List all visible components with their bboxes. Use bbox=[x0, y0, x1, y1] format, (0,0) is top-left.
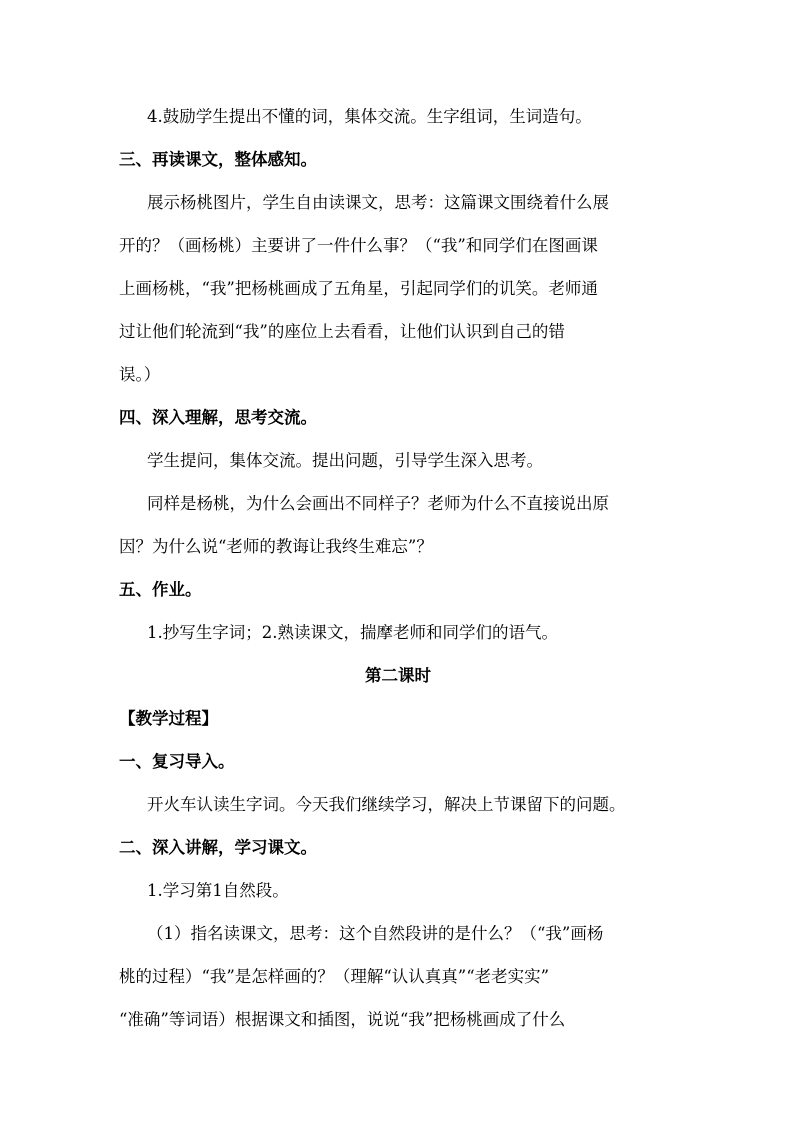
section-heading: 【教学过程】 bbox=[119, 709, 218, 728]
paragraph-line: 过让他们轮流到“我”的座位上去看看，让他们认识到自己的错 bbox=[119, 322, 565, 341]
paragraph-line: 4.鼓励学生提出不懂的词，集体交流。生字组词，生词造句。 bbox=[147, 107, 592, 126]
paragraph-line: 开火车认读生字词。今天我们继续学习，解决上节课留下的问题。 bbox=[147, 795, 626, 814]
paragraph-line: （1）指名读课文，思考：这个自然段讲的是什么？（“我”画杨 bbox=[147, 924, 604, 943]
paragraph-line: 同样是杨桃，为什么会画出不同样子？老师为什么不直接说出原 bbox=[147, 494, 609, 513]
section-heading: 二、深入讲解，学习课文。 bbox=[119, 838, 317, 857]
paragraph-line: 1.学习第1自然段。 bbox=[147, 881, 289, 900]
section-heading: 四、深入理解，思考交流。 bbox=[119, 408, 317, 427]
lesson-title: 第二课时 bbox=[365, 666, 431, 685]
paragraph-line: 学生提问，集体交流。提出问题，引导学生深入思考。 bbox=[147, 451, 543, 470]
paragraph-line: 上画杨桃，“我”把杨桃画成了五角星，引起同学们的讥笑。老师通 bbox=[119, 279, 598, 298]
paragraph-line: 开的？（画杨桃）主要讲了一件什么事？（“我”和同学们在图画课 bbox=[119, 236, 598, 255]
section-heading: 一、复习导入。 bbox=[119, 752, 235, 771]
paragraph-line: 误。） bbox=[119, 365, 161, 384]
section-heading: 五、作业。 bbox=[119, 580, 202, 599]
paragraph-line: 桃的过程）“我”是怎样画的？（理解“认认真真”“老老实实” bbox=[119, 967, 550, 986]
section-heading: 三、再读课文，整体感知。 bbox=[119, 150, 317, 169]
paragraph-line: 因？为什么说“老师的教诲让我终生难忘”？ bbox=[119, 537, 433, 556]
paragraph-line: 1.抄写生字词；2.熟读课文，揣摩老师和同学们的语气。 bbox=[147, 623, 558, 642]
paragraph-line: 展示杨桃图片，学生自由读课文，思考：这篇课文围绕着什么展 bbox=[147, 193, 609, 212]
paragraph-line: “准确”等词语）根据课文和插图，说说“我”把杨桃画成了什么 bbox=[119, 1010, 566, 1029]
